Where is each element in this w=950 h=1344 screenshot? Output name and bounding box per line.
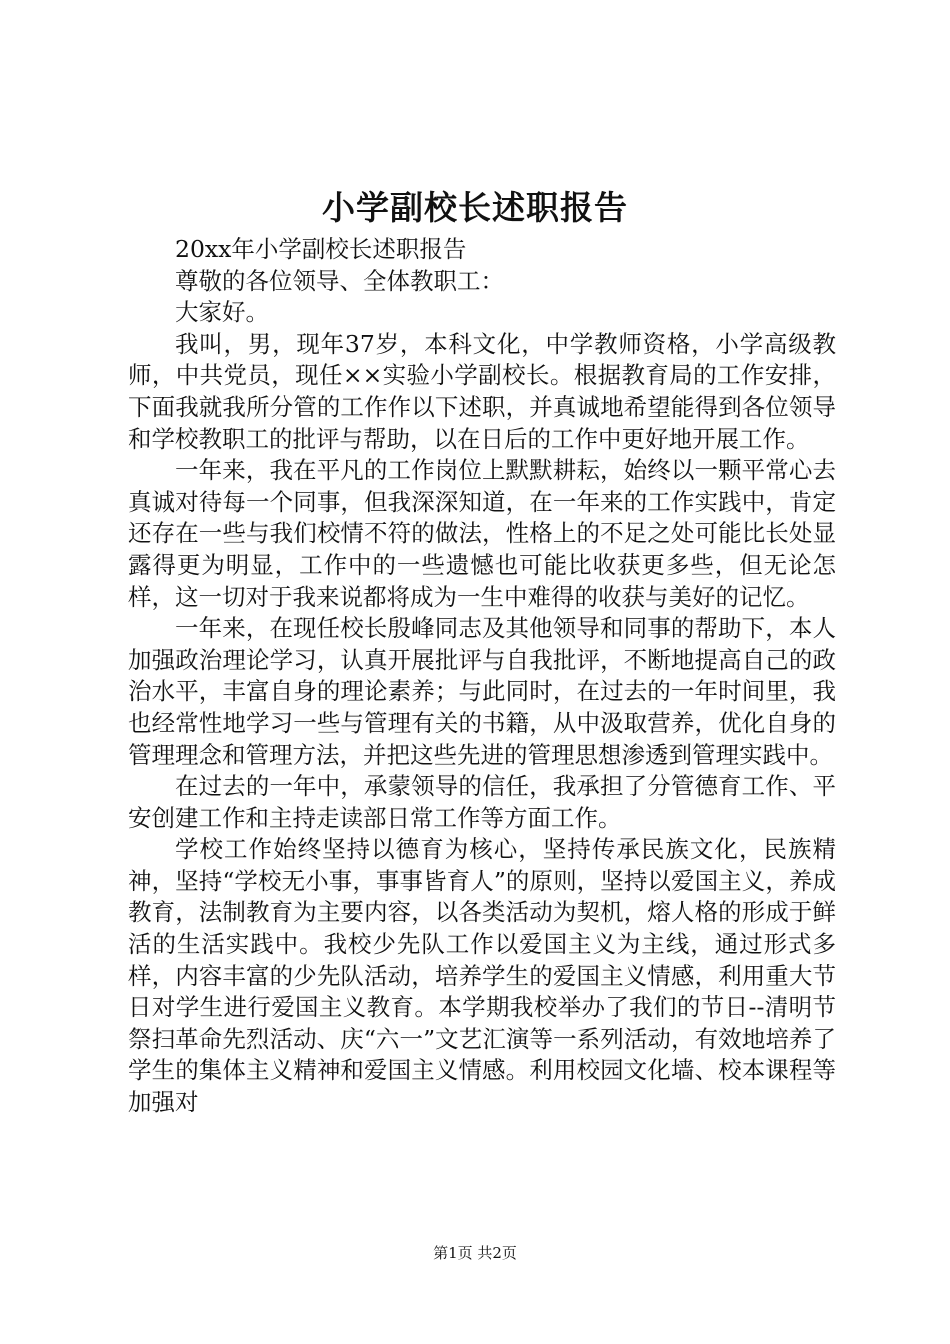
page-footer: 第1页 共2页 bbox=[433, 1244, 517, 1262]
body-paragraph: 我叫，男，现年37岁，本科文化，中学教师资格，小学高级教师，中共党员，现任××实验小学副校长。根据教育局的工作安排，下面我就我所分管的工作作以下述职，并真诚地希望能得到各位领导和学校教职工的批评与帮助，以在日后的工作中更好地开展工作。 bbox=[128, 329, 836, 453]
body-paragraph: 一年来，我在平凡的工作岗位上默默耕耘，始终以一颗平常心去真诚对待每一个同事，但我深深知道，在一年来的工作实践中，肯定还存在一些与我们校情不符的做法，性格上的不足之处可能比长处显露得更为明显，工作中的一些遗憾也可能比收获更多些，但无论怎样，这一切对于我来说都将成为一生中难得的收获与美好的记忆。 bbox=[128, 456, 836, 611]
document-body bbox=[128, 234, 836, 1119]
salutation-line: 尊敬的各位领导、全体教职工： bbox=[175, 266, 504, 295]
document-title: 小学副校长述职报告 bbox=[322, 188, 628, 227]
body-paragraph: 在过去的一年中，承蒙领导的信任，我承担了分管德育工作、平安创建工作和主持走读部日常工作等方面工作。 bbox=[128, 772, 836, 832]
body-paragraph: 学校工作始终坚持以德育为核心，坚持传承民族文化，民族精神，坚持“学校无小事，事事皆育人”的原则，坚持以爱国主义，养成教育，法制教育为主要内容，以各类活动为契机，熔人格的形成于鲜活的生活实践中。我校少先队工作以爱国主义为主线，通过形式多样，内容丰富的少先队活动，培养学生的爱国主义情感，利用重大节日对学生进行爱国主义教育。本学期我校举办了我们的节日--清明节祭扫革命先烈活动、庆“六一”文艺汇演等一系列活动，有效地培养了学生的集体主义精神和爱国主义情感。利用校园文化墙、校本课程等加强对 bbox=[128, 835, 836, 1117]
body-paragraph: 一年来，在现任校长殷峰同志及其他领导和同事的帮助下，本人加强政治理论学习，认真开展批评与自我批评，不断地提高自己的政治水平，丰富自身的理论素养；与此同时，在过去的一年时间里，我也经常性地学习一些与管理有关的书籍，从中汲取营养，优化自身的管理理念和管理方法，并把这些先进的管理思想渗透到管理实践中。 bbox=[128, 614, 836, 769]
subtitle-line: 20xx年小学副校长述职报告 bbox=[175, 235, 467, 263]
greeting-line: 大家好。 bbox=[175, 298, 269, 327]
